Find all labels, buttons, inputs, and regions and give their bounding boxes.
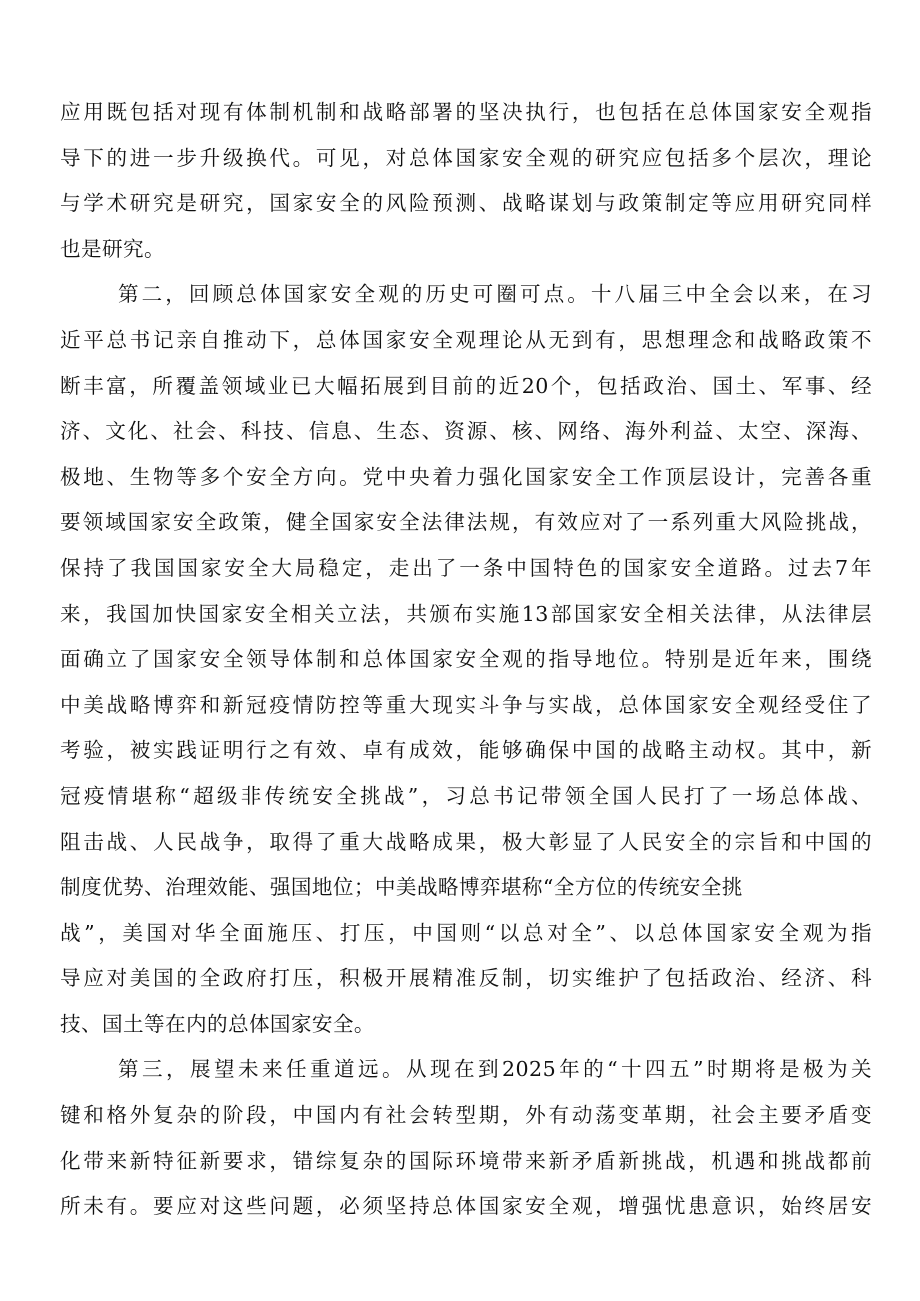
text-line: 近平总书记亲自推动下，总体国家安全观理论从无到有，思想理念和战略政策不 bbox=[60, 327, 872, 352]
text-line: 冠疫情堪称“超级非传统安全挑战”，习总书记带领全国人民打了一场总体战、 bbox=[60, 783, 872, 808]
text-line: 来，我国加快国家安全相关立法，共颁布实施13部国家安全相关法律，从法律层 bbox=[60, 601, 872, 626]
text-line: 应用既包括对现有体制机制和战略部署的坚决执行，也包括在总体国家安全观指 bbox=[60, 100, 872, 124]
text-line: 化带来新特征新要求，错综复杂的国际环境带来新矛盾新挑战，机遇和挑战都前 bbox=[60, 1148, 872, 1173]
text-line: 要领域国家安全政策，健全国家安全法律法规，有效应对了一系列重大风险挑战， bbox=[60, 510, 872, 535]
body-text bbox=[60, 90, 872, 1230]
text-line: 导下的进一步升级换代。可见，对总体国家安全观的研究应包括多个层次，理论 bbox=[60, 145, 872, 170]
text-line: 与学术研究是研究，国家安全的风险预测、战略谋划与政策制定等应用研究同样 bbox=[60, 191, 872, 216]
text-line: 第二，回顾总体国家安全观的历史可圈可点。十八届三中全会以来，在习 bbox=[118, 282, 872, 307]
paragraph bbox=[60, 90, 872, 272]
paragraph bbox=[60, 272, 872, 1047]
text-line: 济、文化、社会、科技、信息、生态、资源、核、网络、海外利益、太空、深海、 bbox=[60, 419, 872, 444]
text-line: 面确立了国家安全领导体制和总体国家安全观的指导地位。特别是近年来，围绕 bbox=[60, 647, 872, 672]
text-line: 保持了我国国家安全大局稳定，走出了一条中国特色的国家安全道路。过去7年 bbox=[60, 555, 872, 580]
text-line: 中美战略博弈和新冠疫情防控等重大现实斗争与实战，总体国家安全观经受住了 bbox=[60, 692, 872, 717]
text-line: 制度优势、治理效能、强国地位；中美战略博弈堪称“全方位的传统安全挑 bbox=[60, 875, 743, 900]
text-line: 极地、生物等多个安全方向。党中央着力强化国家安全工作顶层设计，完善各重 bbox=[60, 464, 872, 489]
text-line: 键和格外复杂的阶段，中国内有社会转型期，外有动荡变革期，社会主要矛盾变 bbox=[60, 1103, 872, 1128]
text-line: 第三，展望未来任重道远。从现在到2025年的“十四五”时期将是极为关 bbox=[118, 1057, 872, 1082]
text-line: 导应对美国的全政府打压，积极开展精准反制，切实维护了包括政治、经济、科 bbox=[60, 966, 872, 991]
text-line: 技、国土等在内的总体国家安全。 bbox=[60, 1011, 375, 1036]
text-line: 阻击战、人民战争，取得了重大战略成果，极大彰显了人民安全的宗旨和中国的 bbox=[60, 829, 872, 854]
text-line: 所未有。要应对这些问题，必须坚持总体国家安全观，增强忧患意识，始终居安 bbox=[60, 1194, 872, 1219]
text-line: 战”，美国对华全面施压、打压，中国则“以总对全”、以总体国家安全观为指 bbox=[60, 920, 872, 945]
document-page bbox=[60, 90, 872, 1230]
text-line: 断丰富，所覆盖领域业已大幅拓展到目前的近20个，包括政治、国土、军事、经 bbox=[60, 373, 872, 398]
paragraph bbox=[60, 1047, 872, 1229]
text-line: 也是研究。 bbox=[60, 236, 165, 261]
text-line: 考验，被实践证明行之有效、卓有成效，能够确保中国的战略主动权。其中，新 bbox=[60, 738, 872, 763]
